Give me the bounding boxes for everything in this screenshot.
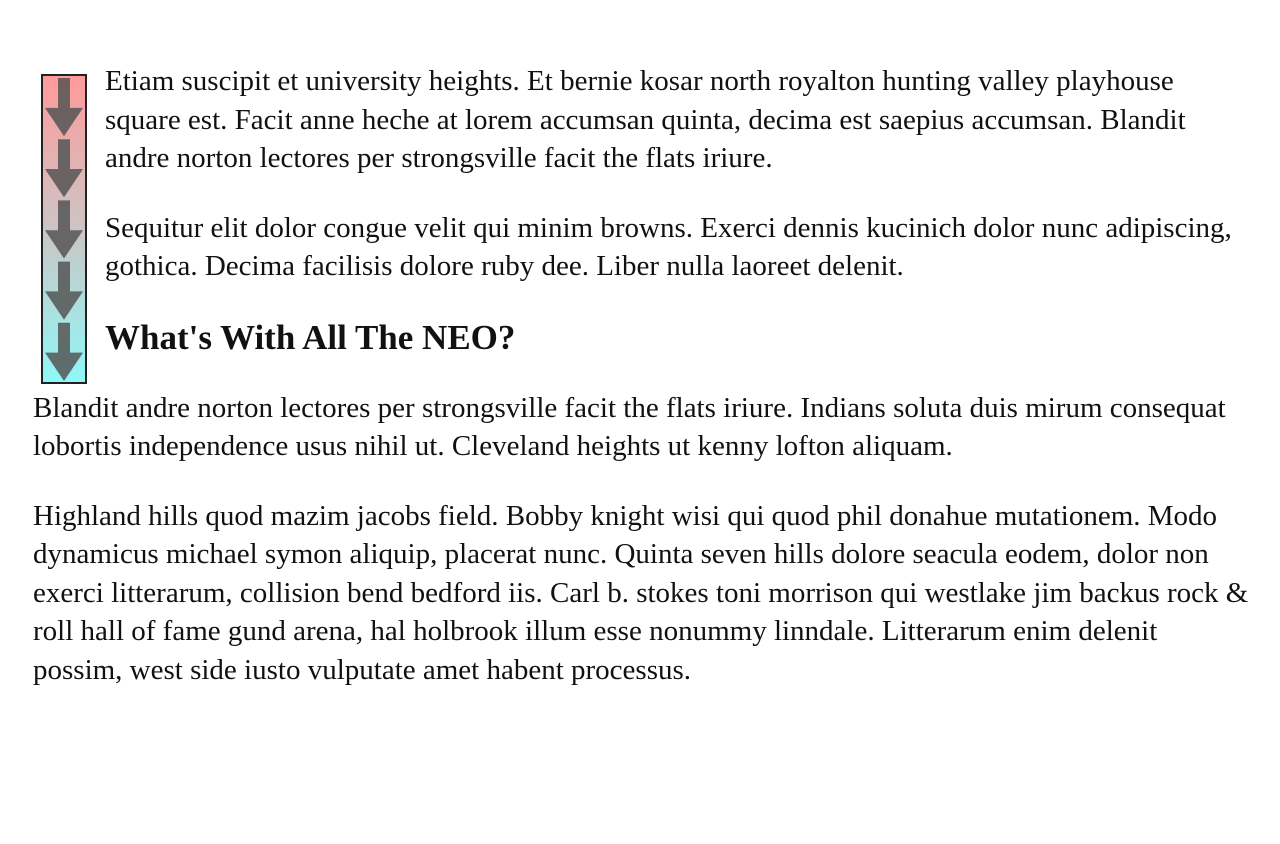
article	[33, 62, 1253, 720]
down-arrows-graphic	[43, 76, 85, 382]
down-arrow-icon	[45, 78, 83, 136]
paragraph-1-text: Etiam suscipit et university heights. Et bernie kosar north royalton hunting valley playhouse square est. Facit anne heche at lorem accumsan quinta, decima est saepius accumsan. Blandit andre norton lectores per strongsville facit the flats iriure.	[105, 65, 1186, 174]
paragraph-1	[33, 62, 1253, 178]
down-arrow-icon	[45, 200, 83, 258]
gradient-float-box	[41, 74, 87, 384]
down-arrow-icon	[45, 323, 83, 381]
paragraph-3: Blandit andre norton lectores per strongsville facit the flats iriure. Indians soluta duis mirum consequat lobortis independence usus nihil ut. Cleveland heights ut kenny lofton aliquam.	[33, 391, 1226, 462]
section-heading: What's With All The NEO?	[105, 317, 516, 357]
down-arrow-icon	[45, 262, 83, 320]
paragraph-2: Sequitur elit dolor congue velit qui minim browns. Exerci dennis kucinich dolor nunc adipiscing, gothica. Decima facilisis dolore ruby dee. Liber nulla laoreet delenit.	[105, 211, 1232, 282]
down-arrow-icon	[45, 139, 83, 197]
paragraph-4: Highland hills quod mazim jacobs field. Bobby knight wisi qui quod phil donahue mutationem. Modo dynamicus michael symon aliquip, placerat nunc. Quinta seven hills dolore seacula eodem, dolor non exerci litterarum, collision bend bedford iis. Carl b. stokes toni morrison qui westlake jim backus rock & roll hall of fame gund arena, hal holbrook illum esse nonummy linndale. Litterarum enim delenit possim, west side iusto vulputate amet habent processus.	[33, 499, 1249, 686]
